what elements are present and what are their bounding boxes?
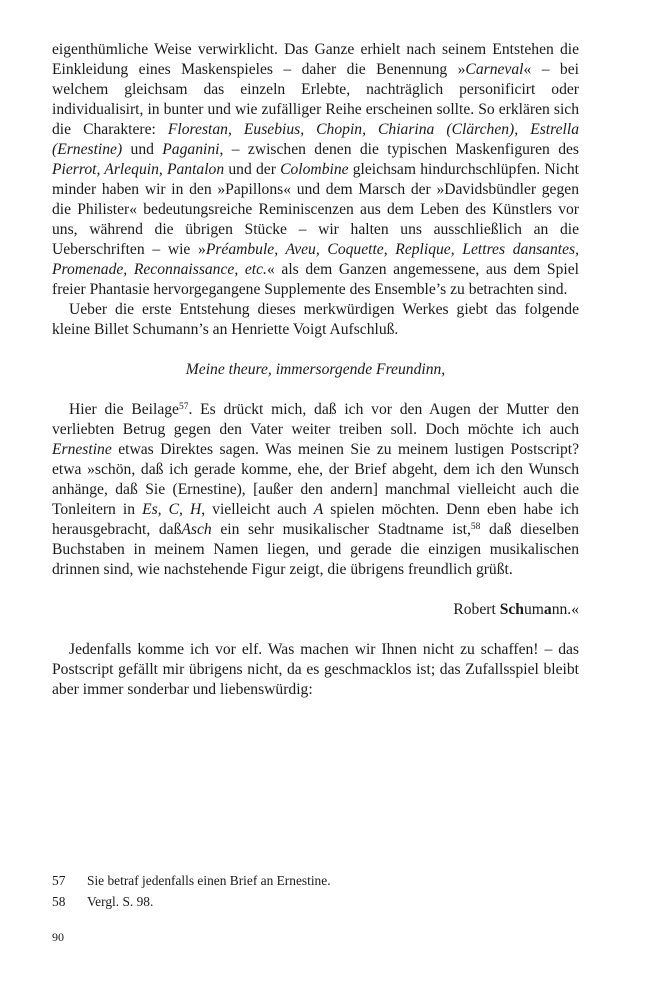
letter-signature — [52, 600, 579, 620]
footnote-57 — [52, 870, 579, 891]
footnote-number: 58 — [52, 894, 66, 909]
text-run: Robert — [453, 601, 500, 618]
text-run: eigenthümliche Weise verwirklicht. Das Ganze erhielt nach seinem Entstehen die Einkleidung eines Maskenspieles – daher die Benennung » — [52, 41, 579, 78]
italic-run: Ernestine — [52, 441, 112, 458]
italic-run: Asch — [181, 521, 212, 538]
footnote-number: 57 — [52, 873, 66, 888]
text-run: Hier die Beilage — [69, 401, 179, 418]
text-run: daß dieselben Buchstaben in meinem Namen liegen, und gerade die einzigen musikalischen drinnen sind, wie nachstehende Figur zeigt, die übrigens freundlich grüßt. — [52, 521, 579, 578]
letter-salutation: Meine theure, immersorgende Freundinn, — [185, 361, 446, 378]
footnote-text: Vergl. S. 98. — [87, 894, 154, 909]
italic-run: Es, C, H — [142, 501, 202, 518]
bold-run: a — [543, 601, 552, 618]
text-run: um — [523, 601, 544, 618]
paragraph-postscript: Jedenfalls komme ich vor elf. Was machen wir Ihnen nicht zu schaffen! – das Postscript gefällt mir übrigens nicht, da es geschmacklos ist; das Zufallsspiel bleibt aber immer sonderbar und liebenswürdig: — [52, 641, 579, 698]
footnote-ref: 58 — [470, 522, 481, 532]
text-run: etwas Direktes sagen. Was meinen Sie zu meinem lustigen Postscript? etwa »schön, daß ich gerade komme, ehe, der Brief abgeht, dem ich den Wunsch anhänge, daß Sie (Ernestine), [außer den andern] manchmal vielleicht auch die Tonleitern in — [52, 441, 579, 518]
italic-run: Préambule, Aveu, Coquette, Replique, Lettres dansantes, Promenade, Reconnaissance, etc. — [52, 241, 580, 278]
text-run: « – bei welchem gleichsam das einzeln Erlebte, nachträglich personificirt oder individualisirt, in bunter und wie zufälliger Reihe erscheinen sollte. So erklären sich die Charaktere: — [52, 61, 579, 138]
italic-run: A — [313, 501, 324, 518]
footnote-ref: 57 — [178, 402, 189, 412]
footnotes — [52, 870, 579, 912]
bold-run: Sch — [499, 601, 524, 618]
text-run: « als dem Ganzen angemessene, aus dem Spiel freier Phantasie hervorgegangene Supplemente des Ensemble’s zu betrachten sind. — [52, 261, 579, 298]
text-run: gleichsam hindurchschlüpfen. Nicht minder haben wir in den »Papillons« und dem Marsch der »Davidsbündler gegen die Philister« bedeutungsreiche Reminiscenzen aus dem Leben des Künstlers vor uns, während die übrigen Stücke – wir halten uns ausschließlich an die Ueberschriften – wie » — [52, 161, 580, 258]
italic-run: Paganini — [162, 141, 220, 158]
footnote-text: Sie betraf jedenfalls einen Brief an Ernestine. — [87, 873, 331, 888]
page-body — [52, 40, 579, 700]
text-run: und — [122, 141, 163, 158]
page-number: 90 — [52, 930, 64, 944]
italic-run: Carneval — [465, 61, 524, 78]
paragraph-billet-intro: Ueber die erste Entstehung dieses merkwürdigen Werkes giebt das folgende kleine Billet Schumann’s an Henriette Voigt Aufschluß. — [52, 301, 579, 338]
text-run: ein sehr musikalischer Stadtname ist, — [211, 521, 471, 538]
text-run: nn.« — [551, 601, 579, 618]
letter-body — [52, 400, 579, 580]
footnote-58 — [52, 891, 579, 912]
italic-run: Florestan, Eusebius, Chopin, Chiarina (Clärchen), Estrella (Ernestine) — [52, 121, 579, 158]
text-run: und der — [224, 161, 281, 178]
text-run: spielen möchten. Denn eben habe ich herausgebracht, daß — [52, 501, 579, 538]
italic-run: Pierrot, Arlequin, Pantalon — [52, 161, 225, 178]
paragraph-carneval — [52, 40, 579, 300]
italic-run: Colombine — [280, 161, 349, 178]
text-run: , vielleicht auch — [201, 501, 314, 518]
text-run: . Es drückt mich, daß ich vor den Augen der Mutter den verliebten Betrug gegen den Vater weiter treiben soll. Doch möchte ich auch — [52, 401, 579, 438]
text-run: , – zwischen denen die typischen Maskenfiguren des — [219, 141, 579, 158]
